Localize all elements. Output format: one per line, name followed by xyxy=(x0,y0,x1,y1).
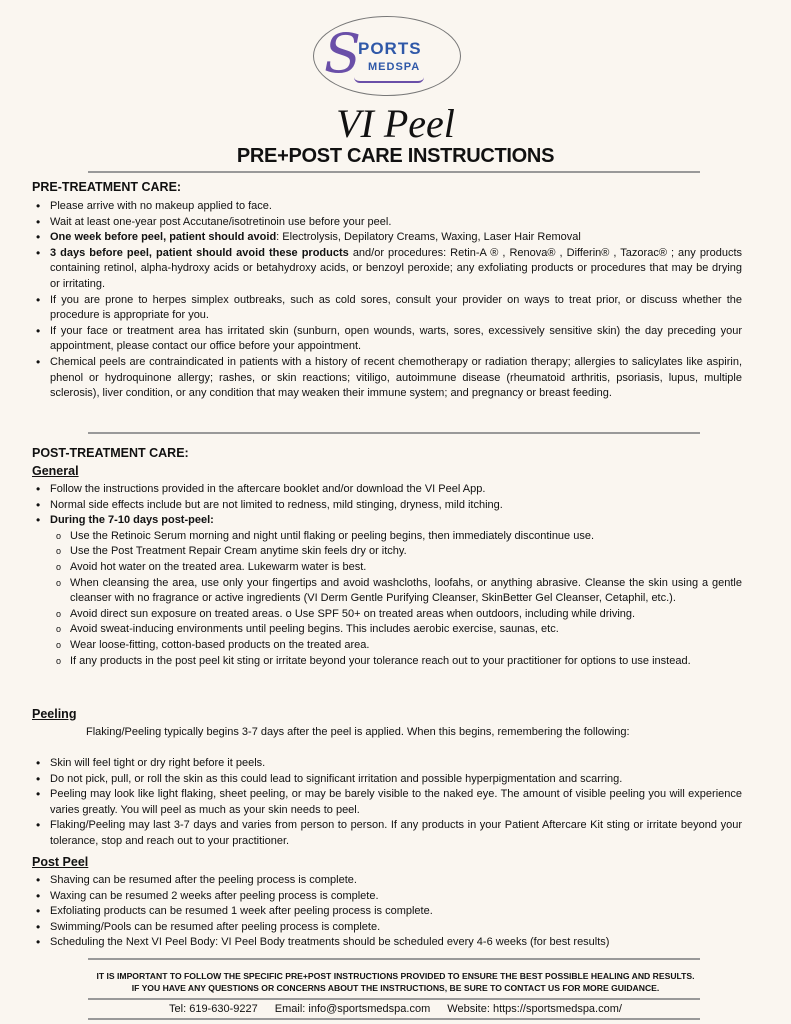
list-item: • One week before peel, patient should avoid: Electrolysis, Depilatory Creams, Waxing, Laser Hair Removal xyxy=(34,230,742,246)
list-item: • Peeling may look like light flaking, sheet peeling, or may be barely visible to the naked eye. The amount of visible peeling you will experience varies greatly. You will peel as much as your skin needs to peel. xyxy=(34,787,742,818)
peeling-list xyxy=(34,756,742,850)
logo-letter-s: S xyxy=(324,22,361,85)
list-item: • 3 days before peel, patient should avoid these products and/or procedures: Retin-A ® , Renova® , Differin® , Tazorac® ; any products containing retinol, alpha-hydroxy acids or betahydroxy acids, or benzoyl peroxide; any exfoliating products or procedures that may be drying or irritating. xyxy=(34,246,742,293)
pre-treatment-list xyxy=(34,199,742,402)
divider xyxy=(88,432,700,434)
list-item: o Avoid direct sun exposure on treated areas. o Use SPF 50+ on treated areas when outdoors, including while driving. xyxy=(34,607,742,623)
list-item: • Normal side effects include but are not limited to redness, mild stinging, dryness, mild itching. xyxy=(34,498,742,514)
list-item: • Please arrive with no makeup applied to face. xyxy=(34,199,742,215)
list-item: o Wear loose-fitting, cotton-based products on the treated area. xyxy=(34,638,742,654)
list-item: • Exfoliating products can be resumed 1 week after peeling process is complete. xyxy=(34,904,742,920)
list-item: • Follow the instructions provided in the aftercare booklet and/or download the VI Peel App. xyxy=(34,482,742,498)
phone-number[interactable]: Tel: 619-630-9227 xyxy=(169,1003,258,1015)
website-link[interactable]: Website: https://sportsmedspa.com/ xyxy=(447,1003,622,1015)
logo-swoosh xyxy=(354,77,424,83)
list-item: • During the 7-10 days post-peel: xyxy=(34,513,742,529)
list-item: o Use the Post Treatment Repair Cream anytime skin feels dry or itchy. xyxy=(34,544,742,560)
logo-ports: PORTS xyxy=(358,39,422,58)
footer-line-1: IT IS IMPORTANT TO FOLLOW THE SPECIFIC PRE+POST INSTRUCTIONS PROVIDED TO ENSURE THE BEST POSSIBLE HEALING AND RESULTS. xyxy=(96,971,695,981)
page-title: VI Peel xyxy=(336,101,455,146)
divider xyxy=(88,1018,700,1020)
pre-treatment-heading: PRE-TREATMENT CARE: xyxy=(32,180,182,194)
peeling-intro: Flaking/Peeling typically begins 3-7 days after the peel is applied. When this begins, remembering the following: xyxy=(86,726,630,738)
divider xyxy=(88,998,700,1000)
list-item: o Use the Retinoic Serum morning and night until flaking or peeling begins, then immediately discontinue use. xyxy=(34,529,742,545)
list-item: • Skin will feel tight or dry right before it peels. xyxy=(34,756,742,772)
general-list xyxy=(34,482,742,669)
general-heading: General xyxy=(32,464,79,478)
post-treatment-heading: POST-TREATMENT CARE: xyxy=(32,446,189,460)
list-item: • If you are prone to herpes simplex outbreaks, such as cold sores, consult your provider on ways to treat prior, or discuss whether the procedure is appropriate for you. xyxy=(34,293,742,324)
footer-note xyxy=(0,970,791,994)
divider xyxy=(88,958,700,960)
list-item: • Waxing can be resumed 2 weeks after peeling process is complete. xyxy=(34,889,742,905)
post-peel-heading: Post Peel xyxy=(32,855,89,869)
list-item: • Flaking/Peeling may last 3-7 days and varies from person to person. If any products in your Patient Aftercare Kit sting or irritate beyond your tolerance, stop and reach out to your practitioner. xyxy=(34,818,742,849)
divider xyxy=(88,171,700,173)
list-item: • Wait at least one-year post Accutane/isotretinoin use before your peel. xyxy=(34,215,742,231)
contact-line xyxy=(0,1003,791,1015)
list-item: • Shaving can be resumed after the peeling process is complete. xyxy=(34,873,742,889)
post-peel-list xyxy=(34,873,742,951)
list-item: • Swimming/Pools can be resumed after peeling process is complete. xyxy=(34,920,742,936)
list-item: • Do not pick, pull, or roll the skin as this could lead to significant irritation and possible hyperpigmentation and scarring. xyxy=(34,772,742,788)
footer-line-2: IF YOU HAVE ANY QUESTIONS OR CONCERNS ABOUT THE INSTRUCTIONS, BE SURE TO CONTACT US FOR MORE GUIDANCE. xyxy=(131,983,660,993)
list-item: • If your face or treatment area has irritated skin (sunburn, open wounds, warts, sores, excessively sensitive skin) the day preceding your appointment, please contact our office before your appointment. xyxy=(34,324,742,355)
peeling-heading: Peeling xyxy=(32,707,77,721)
page-subtitle: PRE+POST CARE INSTRUCTIONS xyxy=(236,145,555,167)
email-address[interactable]: Email: info@sportsmedspa.com xyxy=(274,1003,431,1015)
logo-medspa: MEDSPA xyxy=(368,61,421,73)
list-item: o Avoid hot water on the treated area. Lukewarm water is best. xyxy=(34,560,742,576)
list-item: • Chemical peels are contraindicated in patients with a history of recent chemotherapy or radiation therapy; allergies to salicylates like aspirin, phenol or hydroquinone allergy; rashes, or skin reactions; vitiligo, autoimmune disease (rheumatoid arthritis, psoriasis, lupus, multiple sclerosis), liver condition, or any condition that may weaken their immune system; and pregnancy or breast feeding. xyxy=(34,355,742,402)
list-item: o If any products in the post peel kit sting or irritate beyond your tolerance reach out to your practitioner for options to use instead. xyxy=(34,654,742,670)
sports-medspa-logo xyxy=(313,16,461,96)
list-item: • Scheduling the Next VI Peel Body: VI Peel Body treatments should be scheduled every 4-6 weeks (for best results) xyxy=(34,935,742,951)
list-item: o When cleansing the area, use only your fingertips and avoid washcloths, loofahs, or anything abrasive. Cleanse the skin using a gentle cleanser with no fragrance or active ingredients (VI Derm Gentle Purifying Cleanser, SkinBetter Gel Cleanser, Cetaphil, etc.). xyxy=(34,576,742,607)
list-item: o Avoid sweat-inducing environments until peeling begins. This includes aerobic exercise, saunas, etc. xyxy=(34,622,742,638)
